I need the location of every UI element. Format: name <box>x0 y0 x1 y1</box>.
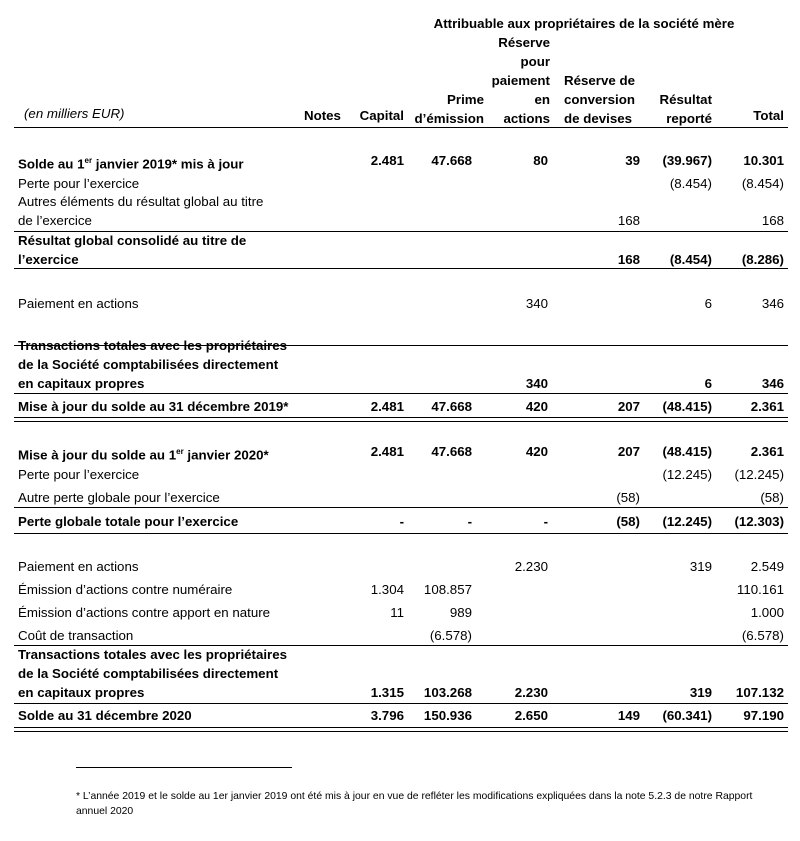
footnote-rule <box>76 767 292 768</box>
header-rule <box>14 127 788 128</box>
header-group-title: Attribuable aux propriétaires de la société mère <box>433 16 735 31</box>
header-capital: Capital <box>359 108 404 123</box>
header-reserve-conversion: Réserve de conversion de devises <box>564 73 635 126</box>
header-prime: Prime d’émission <box>414 92 484 126</box>
row-double-rule <box>14 417 788 422</box>
header-total: Total <box>753 108 784 123</box>
header-notes: Notes <box>304 108 341 123</box>
row-rule <box>14 268 788 269</box>
row-rule <box>14 703 788 704</box>
row-rule <box>14 507 788 508</box>
row-rule <box>14 533 788 534</box>
header-result: Résultat reporté <box>659 92 712 126</box>
row-double-rule <box>14 727 788 732</box>
footnote: * L’année 2019 et le solde au 1er janvier 2019 ont été mis à jour en vue de refléter les modifications expliquées dans la note 5.2.3 de notre Rapport annuel 2020 <box>76 791 753 817</box>
header-reserve-payment: Réserve pour paiement en actions <box>491 35 550 126</box>
unit-label: (en milliers EUR) <box>24 106 125 121</box>
row-rule <box>14 393 788 394</box>
